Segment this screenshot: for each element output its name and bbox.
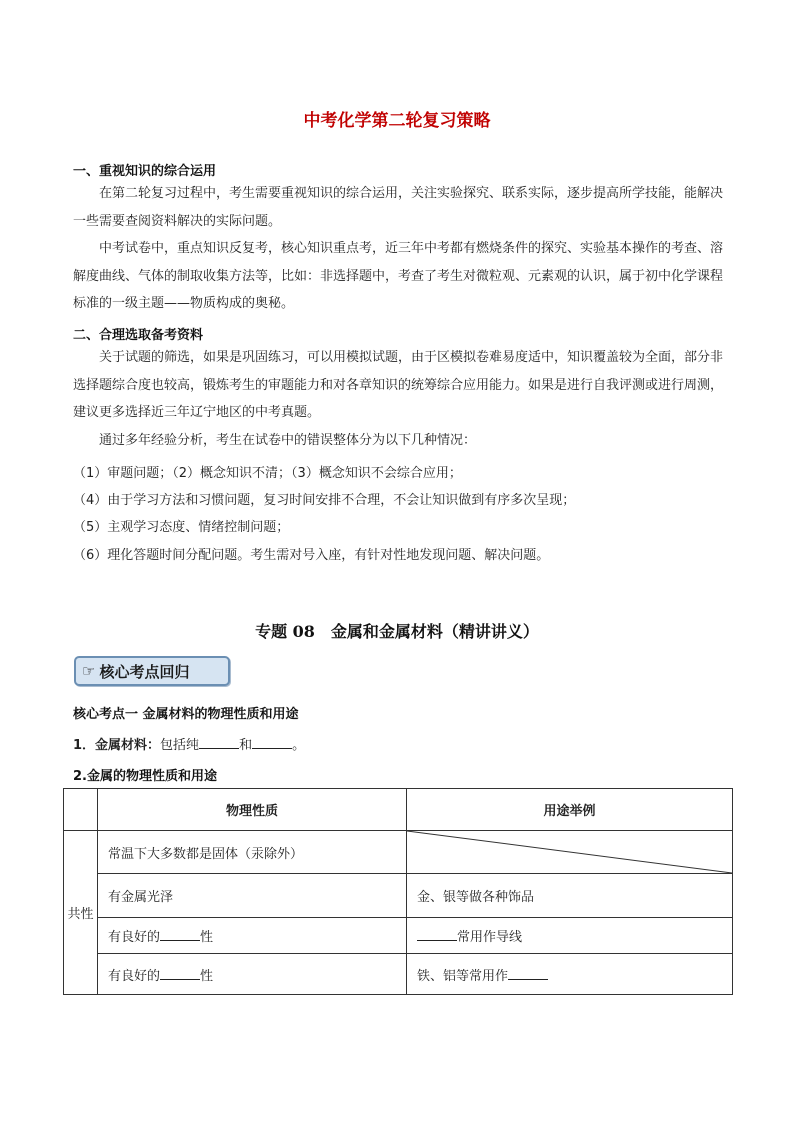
- column-header: 物理性质: [98, 789, 407, 831]
- diagonal-line: [407, 831, 732, 873]
- use-text: 常用作导线: [457, 930, 523, 945]
- issue-list-item: （6）理化答题时间分配问题。考生需对号入座，有针对性地发现问题、解决问题。: [73, 548, 550, 563]
- property-text: 有良好的: [108, 968, 161, 984]
- core-point-heading: 核心考点一 金属材料的物理性质和用途: [73, 707, 299, 722]
- use-cell: [407, 954, 733, 995]
- use-cell: 金、银等做各种饰品: [407, 874, 733, 918]
- table-corner-cell: [64, 789, 98, 831]
- question-2-heading: 2.金属的物理性质和用途: [73, 769, 217, 784]
- metal-properties-table: [63, 788, 733, 995]
- table-header-row: [64, 789, 733, 831]
- empty-diagonal-cell: [407, 831, 733, 874]
- property-cell: 常温下大多数都是固体（汞除外）: [98, 831, 407, 874]
- section-heading-1: 一、重视知识的综合运用: [73, 164, 217, 179]
- section-heading-2: 二、合理选取备考资料: [73, 328, 204, 343]
- section2-paragraph-2: 通过多年经验分析，考生在试卷中的错误整体分为以下几种情况：: [99, 433, 477, 448]
- property-text: 性: [200, 968, 214, 984]
- core-review-badge: [74, 656, 230, 686]
- issue-list-item: （4）由于学习方法和习惯问题，复习时间安排不合理，不会让知识做到有序多次呈现；: [73, 493, 576, 508]
- fill-blank: [199, 736, 239, 749]
- property-text: 有良好的: [108, 930, 161, 945]
- section1-paragraph-1: 在第二轮复习过程中，考生需要重视知识的综合运用，关注实验探究、联系实际，逐步提高所学技能，能解决一些需要查阅资料解决的实际问题。: [73, 186, 724, 229]
- issue-list-item: （1）审题问题；（2）概念知识不清；（3）概念知识不会综合应用；: [73, 466, 462, 481]
- property-cell: [98, 918, 407, 954]
- property-cell: [98, 954, 407, 995]
- property-cell: 有金属光泽: [98, 874, 407, 918]
- fill-blank: [508, 967, 548, 980]
- question-1-end: 。: [292, 738, 306, 753]
- issue-list-item: （5）主观学习态度、情绪控制问题；: [73, 520, 290, 535]
- topic-title: 专题 08 金属和金属材料（精讲讲义）: [255, 622, 539, 641]
- question-1: [73, 734, 305, 753]
- table-row: [64, 954, 733, 995]
- pointing-hand-icon: ☞: [82, 662, 96, 680]
- category-cell: 共性: [64, 831, 98, 995]
- question-1-label: 1．金属材料：: [73, 738, 161, 753]
- fill-blank: [160, 928, 200, 941]
- property-text: 性: [200, 930, 214, 945]
- fill-blank: [252, 736, 292, 749]
- column-header: 用途举例: [407, 789, 733, 831]
- table-row: [64, 918, 733, 954]
- fill-blank: [160, 967, 200, 980]
- question-1-text-b: 和: [239, 738, 253, 753]
- section1-paragraph-2: 中考试卷中，重点知识反复考，核心知识重点考，近三年中考都有燃烧条件的探究、实验基本操作的考查、溶解度曲线、气体的制取收集方法等，比如：非选择题中，考查了考生对微粒观、元素观的认识，属于初中化学课程标准的一级主题——物质构成的奥秘。: [73, 241, 724, 311]
- question-1-text-a: 包括纯: [160, 738, 200, 753]
- use-cell: [407, 918, 733, 954]
- use-text: 铁、铝等常用作: [417, 968, 509, 984]
- table-row: [64, 874, 733, 918]
- page-title: 中考化学第二轮复习策略: [303, 111, 491, 131]
- table-row: [64, 831, 733, 874]
- fill-blank: [417, 928, 457, 941]
- badge-label: 核心考点回归: [99, 662, 190, 681]
- section2-paragraph-1: 关于试题的筛选，如果是巩固练习，可以用模拟试题，由于区模拟卷难易度适中，知识覆盖较为全面，部分非选择题综合度也较高，锻炼考生的审题能力和对各章知识的统筹综合应用能力。如果是进行自我评测或进行周测，建议更多选择近三年辽宁地区的中考真题。: [73, 350, 724, 420]
